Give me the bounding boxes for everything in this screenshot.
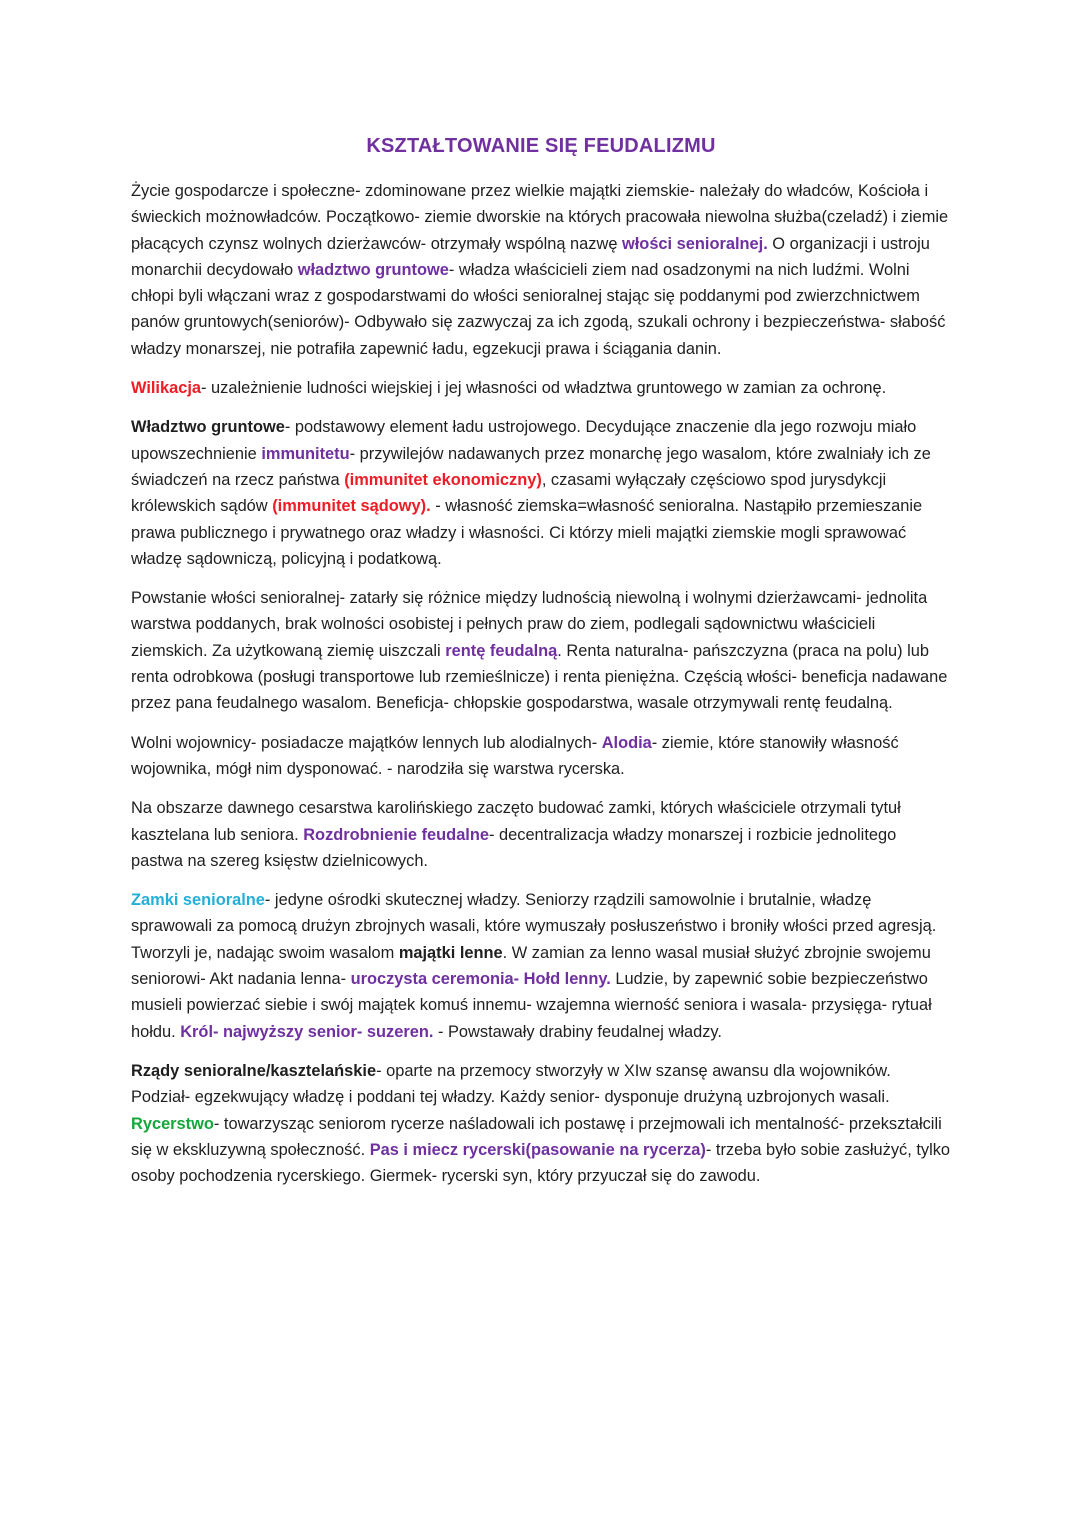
paragraph-rzady — [131, 1058, 951, 1189]
highlighted-term: Rycerstwo — [131, 1114, 214, 1133]
paragraph-text: , czasami wyłączały częściowo spod jurysdykcji królewskich sądów — [131, 470, 887, 516]
paragraph-intro — [131, 178, 951, 362]
highlighted-term: Pas i miecz rycerski(pasowanie na rycerza) — [369, 1140, 706, 1159]
paragraph-text: Wolni wojownicy- posiadacze majątków lennych lub alodialnych- — [131, 733, 602, 752]
paragraph-text: Życie gospodarcze i społeczne- zdominowane przez wielkie majątki ziemskie- należały do władców, Kościoła i świeckich możnowładców. Początkowo- ziemie dworskie na których pracowała niewolna służba(czeladź) i ziemie płacących czynsz wolnych dzierżawców- otrzymały wspólną nazwę — [131, 182, 949, 253]
paragraph-text: . W zamian za lenno wasal musiał służyć zbrojnie swojemu seniorowi- Akt nadania lenna- — [131, 943, 931, 989]
document-page — [131, 132, 951, 1202]
paragraph-text: - jedyne ośrodki skutecznej władzy. Seniorzy rządzili samowolnie i brutalnie, władzę sprawowali za pomocą drużyn zbrojnych wasali, które wymuszały posłuszeństwo i broniły włości przed agresją. Tworzyli je, nadając swoim wasalom — [131, 891, 937, 962]
paragraph-zamki-kasztelan — [131, 795, 951, 874]
highlighted-term: Rządy senioralne/kasztelańskie — [131, 1061, 377, 1080]
highlighted-term: Król- najwyższy senior- suzeren. — [180, 1022, 434, 1041]
page-title: KSZTAŁTOWANIE SIĘ FEUDALIZMU — [366, 135, 716, 157]
paragraph-wladztwo — [131, 414, 951, 572]
highlighted-term: immunitetu — [261, 444, 350, 463]
highlighted-term: władztwo gruntowe — [297, 260, 449, 279]
paragraph-text: - ziemie, które stanowiły własność wojownika, mógł nim dysponować. - narodziła się warstwa rycerska. — [131, 733, 899, 778]
paragraph-text: Powstanie włości senioralnej- zatarły się różnice między ludnością niewolną i wolnymi dzierżawcami- jednolita warstwa poddanych, brak wolności osobistej i pełnych praw do ziem, podlegali sądownictwu właścicieli ziemskich. Za użytkowaną ziemię uiszczali — [131, 589, 928, 660]
highlighted-term: Alodia — [601, 733, 652, 752]
highlighted-term: (immunitet ekonomiczny) — [344, 470, 542, 489]
paragraph-text: - podstawowy element ładu ustrojowego. Decydujące znaczenie dla jego rozwoju miało upowszechnienie — [131, 418, 917, 463]
paragraph-zamki-senioralne — [131, 887, 951, 1045]
document-body — [131, 178, 951, 1189]
paragraph-wilikacja — [131, 375, 951, 401]
highlighted-term: (immunitet sądowy). — [272, 497, 431, 516]
paragraph-text: - towarzysząc seniorom rycerze naśladowali ich postawę i przejmowali ich mentalność- przekształcili się w ekskluzywną społeczność. — [131, 1114, 942, 1159]
paragraph-text: - trzeba było sobie zasłużyć, tylko osoby pochodzenia rycerskiego. Giermek- rycerski syn, który przyuczał się do zawodu. — [131, 1140, 951, 1186]
highlighted-term: rentę feudalną — [445, 641, 558, 660]
paragraph-text: - decentralizacja władzy monarszej i rozbicie jednolitego pastwa na szereg księstw dzielnicowych. — [131, 825, 897, 870]
paragraph-text: - uzależnienie ludności wiejskiej i jej własności od władztwa gruntowego w zamian za ochronę. — [201, 379, 887, 398]
paragraph-text: - własność ziemska=własność senioralna. Nastąpiło przemieszanie prawa publicznego i prywatnego oraz władzy i własności. Ci którzy mieli majątki ziemskie mogli sprawować władzę sądowniczą, policyjną i podatkową. — [131, 497, 923, 568]
paragraph-text: O organizacji i ustroju monarchii decydowało — [131, 234, 930, 279]
paragraph-text: Ludzie, by zapewnić sobie bezpieczeństwo musieli powierzać siebie i swój majątek komuś innemu- wzajemna wierność seniora i wasala- przysięga- rytuał hołdu. — [131, 970, 932, 1041]
paragraph-powstanie — [131, 585, 951, 716]
paragraph-text: - Powstawały drabiny feudalnej władzy. — [433, 1022, 722, 1041]
highlighted-term: Władztwo gruntowe — [131, 418, 285, 437]
paragraph-wojownicy — [131, 730, 951, 783]
highlighted-term: Zamki senioralne — [131, 891, 265, 910]
paragraph-text: - przywilejów nadawanych przez monarchę jego wasalom, które zwalniały ich ze świadczeń na rzecz państwa — [131, 444, 931, 489]
highlighted-term: włości senioralnej. — [622, 234, 768, 253]
highlighted-term: Wilikacja — [131, 379, 202, 398]
paragraph-text: . Renta naturalna- pańszczyzna (praca na polu) lub renta odrobkowa (posługi transportowe lub rzemieślnicze) i renta pieniężna. Częścią włości- beneficja nadawane przez pana feudalnego wasalom. Beneficja- chłopskie gospodarstwa, wasale otrzymywali rentę feudalną. — [131, 641, 948, 713]
paragraph-text: - oparte na przemocy stworzyły w XIw szansę awansu dla wojowników. Podział- egzekwujący władzę i poddani tej władzy. Każdy senior- dysponuje drużyną uzbrojonych wasali. — [131, 1061, 891, 1107]
highlighted-term: majątki lenne — [398, 943, 503, 962]
paragraph-text: - władza właścicieli ziem nad osadzonymi na nich ludźmi. Wolni chłopi byli włączani wraz z gospodarstwami do włości senioralnej stając się poddanymi pod zwierzchnictwem panów gruntowych(seniorów)- Odbywało się zazwyczaj za ich zgodą, szukali ochrony i bezpieczeństwa- słabość władzy monarszej, nie potrafiła zapewnić ładu, egzekucji prawa i ściągania danin. — [131, 260, 946, 358]
highlighted-term: uroczysta ceremonia- Hołd lenny. — [350, 970, 611, 989]
paragraph-text: Na obszarze dawnego cesarstwa karolińskiego zaczęto budować zamki, których właściciele otrzymali tytuł kasztelana lub seniora. — [131, 799, 901, 844]
highlighted-term: Rozdrobnienie feudalne — [303, 825, 489, 844]
